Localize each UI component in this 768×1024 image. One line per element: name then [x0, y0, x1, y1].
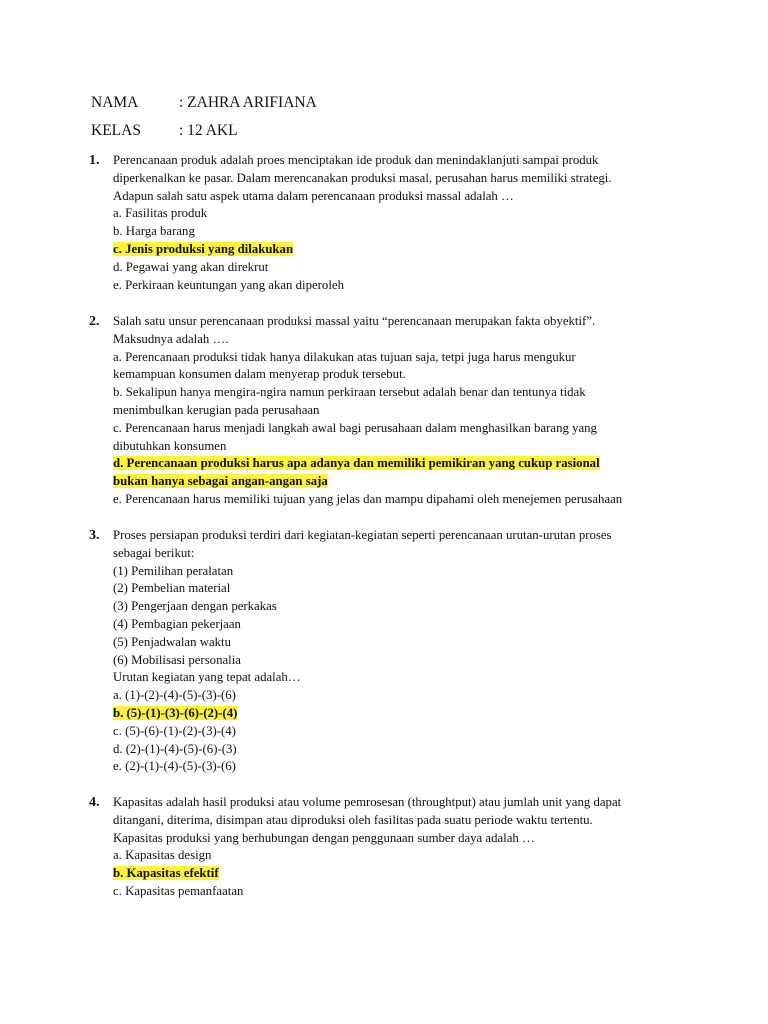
question-3 [89, 527, 689, 776]
highlighted-answer: b. (5)-(1)-(3)-(6)-(2)-(4) [113, 705, 238, 720]
question-2 [89, 313, 689, 509]
question-number: 4. [89, 795, 100, 810]
option-c-cont: dibutuhkan konsumen [113, 438, 227, 453]
question-number: 2. [89, 314, 100, 329]
question-text-line: Urutan kegiatan yang tepat adalah… [113, 670, 301, 685]
question-text-line: Salah satu unsur perencanaan produksi massal yaitu “perencanaan merupakan fakta obyektif”. [113, 314, 596, 328]
list-item: (3) Pengerjaan dengan perkakas [113, 599, 277, 614]
option-a-cont: kemampuan konsumen dalam menyerap produk tersebut. [113, 367, 406, 382]
option-b-cont: menimbulkan kerugian pada perusahaan [113, 402, 320, 417]
option-b: b. Harga barang [113, 224, 195, 239]
option-d: d. (2)-(1)-(4)-(5)-(6)-(3) [113, 741, 237, 756]
option-c: c. Kapasitas pemanfaatan [113, 883, 244, 898]
option-d: d. Pegawai yang akan direkrut [113, 259, 269, 274]
question-text-line: sebagai berikut: [113, 545, 195, 560]
option-c-answer [113, 241, 689, 259]
class-value: : 12 AKL [179, 122, 238, 139]
name-row [91, 94, 317, 112]
option-a: a. Fasilitas produk [113, 206, 208, 221]
highlighted-answer: c. Jenis produksi yang dilakukan [113, 241, 294, 256]
question-body [113, 152, 689, 294]
question-1 [89, 152, 689, 294]
option-a: a. Kapasitas design [113, 848, 212, 863]
list-item: (6) Mobilisasi personalia [113, 652, 241, 667]
option-d-answer [113, 455, 689, 473]
option-e: e. Perencanaan harus memiliki tujuan yang jelas dan mampu dipahami oleh menejemen perusahaan [113, 491, 623, 506]
question-text-line: Kapasitas adalah hasil produksi atau volume pemrosesan (throughtput) atau jumlah unit yang dapat [113, 795, 622, 809]
list-item: (1) Pemilihan peralatan [113, 563, 234, 578]
question-number: 3. [89, 528, 100, 543]
question-text-line: Maksudnya adalah …. [113, 331, 229, 346]
option-a: a. (1)-(2)-(4)-(5)-(3)-(6) [113, 688, 236, 703]
question-text-line: Proses persiapan produksi terdiri dari kegiatan-kegiatan seperti perencanaan urutan-urutan proses [113, 528, 612, 542]
option-b-answer [113, 705, 689, 723]
class-row [91, 122, 238, 140]
option-e: e. Perkiraan keuntungan yang akan diperoleh [113, 277, 344, 292]
question-text-line: Perencanaan produk adalah proes menciptakan ide produk dan menindaklanjuti sampai produk [113, 153, 599, 167]
question-text-line: diperkenalkan ke pasar. Dalam merencanakan produksi masal, perusahan harus memiliki strategi. [113, 170, 612, 185]
question-number: 1. [89, 153, 100, 168]
option-b-answer [113, 865, 689, 883]
question-body [113, 527, 689, 776]
question-text-line: Adapun salah satu aspek utama dalam perencanaan produksi massal adalah … [113, 188, 514, 203]
question-text-line: Kapasitas produksi yang berhubungan dengan penggunaan sumber daya adalah … [113, 830, 535, 845]
option-d-answer-cont [113, 473, 689, 491]
class-label: KELAS [91, 122, 141, 139]
list-item: (5) Penjadwalan waktu [113, 634, 231, 649]
list-item: (2) Pembelian material [113, 581, 231, 596]
name-value: : ZAHRA ARIFIANA [179, 94, 317, 111]
list-item: (4) Pembagian pekerjaan [113, 616, 241, 631]
option-c: c. Perencanaan harus menjadi langkah awal bagi perusahaan dalam menghasilkan barang yang [113, 420, 597, 435]
option-b: b. Sekalipun hanya mengira-ngira namun perkiraan tersebut adalah benar dan tentunya tidak [113, 385, 586, 400]
name-label: NAMA [91, 94, 139, 111]
highlighted-answer: b. Kapasitas efektif [113, 866, 219, 881]
question-body [113, 794, 689, 901]
option-e: e. (2)-(1)-(4)-(5)-(3)-(6) [113, 759, 236, 774]
question-4 [89, 794, 689, 901]
option-a: a. Perencanaan produksi tidak hanya dilakukan atas tujuan saja, tetpi juga harus mengukur [113, 349, 576, 364]
question-text-line: ditangani, diterima, disimpan atau diproduksi oleh fasilitas pada suatu periode waktu tertentu. [113, 812, 593, 827]
highlighted-answer: bukan hanya sebagai angan-angan saja [113, 474, 328, 489]
highlighted-answer: d. Perencanaan produksi harus apa adanya dan memiliki pemikiran yang cukup rasional [113, 456, 600, 471]
option-c: c. (5)-(6)-(1)-(2)-(3)-(4) [113, 723, 236, 738]
question-body [113, 313, 689, 509]
